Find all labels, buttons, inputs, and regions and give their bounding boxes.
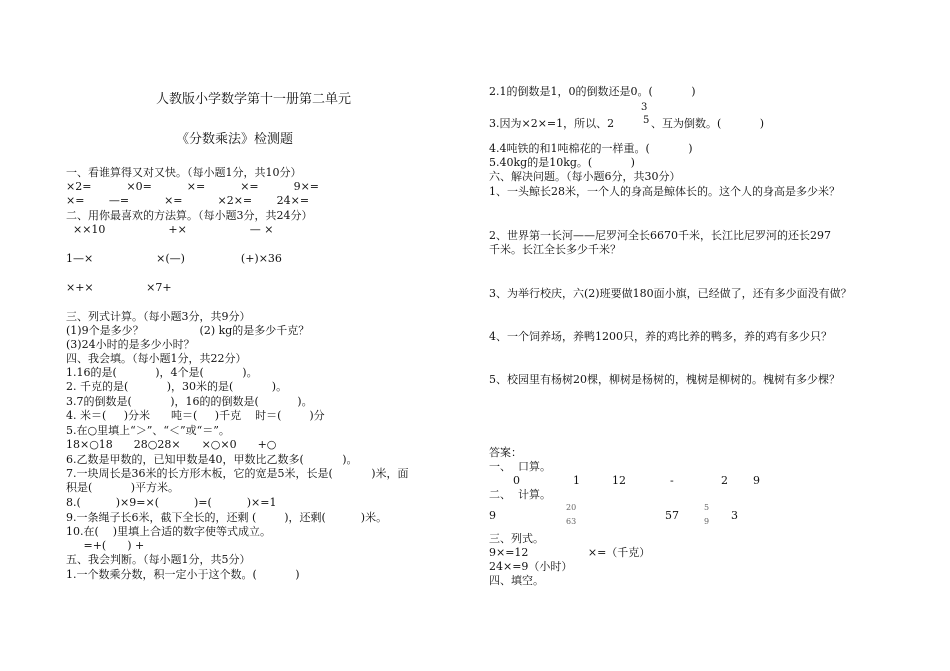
- section-6-q3: 3、为举行校庆，六(2)班要做180面小旗，已经做了，还有多少面没有做？: [489, 287, 852, 300]
- section-2-heading: 二、用你最喜欢的方法算。（每小题3分，共24分）: [66, 209, 313, 222]
- answers-section-3-heading: 三、列式。: [489, 532, 544, 545]
- answer-2-value-1: 9: [489, 509, 496, 522]
- section-4-q5-items: 18×○18 28○28× ×○×0 +○: [66, 438, 277, 451]
- answer-1-value-6: 9: [753, 474, 760, 487]
- answers-heading: 答案：: [489, 446, 522, 459]
- section-3-heading: 三、列式计算。（每小题3分，共9分）: [66, 310, 251, 323]
- page-title: 人教版小学数学第十一册第二单元: [156, 92, 352, 107]
- section-5-heading: 五、我会判断。（每小题1分，共5分）: [66, 553, 251, 566]
- section-2-row-3: ×+× ×7+: [66, 281, 172, 294]
- section-6-q1: 1、一头鲸长28米，一个人的身高是鲸体长的。这个人的身高是多少米？: [489, 185, 840, 198]
- section-1-row-1: ×2= ×0= ×= ×= 9×=: [66, 180, 320, 193]
- answer-2-fraction-numerator: 20: [566, 503, 577, 512]
- section-6-q5: 5、校园里有杨树20棵，柳树是杨树的，槐树是柳树的。槐树有多少棵？: [489, 373, 840, 386]
- section-4-q8: 8.( )×9=×( )=( )×=1: [66, 496, 277, 509]
- section-5-q3-part-1: 3.因为×2×=1，所以、2: [489, 117, 615, 130]
- section-6-q4: 4、一个饲养场，养鸭1200只，养的鸡比养的鸭多，养的鸡有多少只？: [489, 330, 832, 343]
- answer-2-value-3: 3: [731, 509, 738, 522]
- section-5-q1: 1.一个数乘分数，积一定小于这个数。( ): [66, 568, 300, 581]
- answer-1-value-2: 1: [573, 474, 580, 487]
- answers-section-2-heading: 二、 计算。: [489, 488, 551, 501]
- section-6-heading: 六、解决问题。（每小题6分，共30分）: [489, 170, 681, 183]
- section-4-q10-equation: =+( ) +: [66, 539, 145, 552]
- answer-2-fraction-2-numerator: 5: [704, 503, 710, 512]
- answer-2-fraction-2-denominator: 9: [704, 517, 710, 526]
- section-5-q3-fraction-denominator: 5: [643, 115, 650, 126]
- answer-1-value-3: 12: [612, 474, 626, 487]
- section-4-q2: 2. 千克的是( )，30米的是( )。: [66, 380, 288, 393]
- answer-1-value-4: -: [670, 474, 674, 487]
- section-4-q6: 6.乙数是甲数的，已知甲数是40，甲数比乙数多( )。: [66, 453, 358, 466]
- section-4-q5: 5.在○里填上“＞”、“＜”或“＝”。: [66, 424, 230, 437]
- section-4-q9: 9.一条绳子长6米，截下全长的，还剩 ( )，还剩( )米。: [66, 511, 388, 524]
- section-3-q3: (3)24小时的是多少小时？: [66, 338, 195, 351]
- section-6-q2-line-2: 千米。长江全长多少千米？: [489, 243, 621, 256]
- section-4-heading: 四、我会填。（每小题1分，共22分）: [66, 352, 247, 365]
- answer-3-line-2: 24×=9（小时）: [489, 560, 573, 573]
- answer-3-line-1: 9×=12 ×=（千克）: [489, 546, 651, 559]
- section-4-q7-line-2: 积是( )平方米。: [66, 481, 180, 494]
- section-4-q10: 10.在( )里填上合适的数字使等式成立。: [66, 525, 272, 538]
- answer-1-value-1: 0: [513, 474, 520, 487]
- page-subtitle: 《分数乘法》检测题: [176, 132, 294, 147]
- section-1-heading: 一、看谁算得又对又快。（每小题1分，共10分）: [66, 166, 302, 179]
- answer-2-fraction-denominator: 63: [566, 517, 577, 526]
- section-5-q3-part-2: 、互为倒数。( ): [651, 117, 765, 130]
- section-5-q3-fraction-numerator: 3: [641, 102, 648, 113]
- answer-2-value-2: 57: [665, 509, 679, 522]
- section-2-row-2: 1—× ×(—) (+)×36: [66, 252, 282, 265]
- section-4-q3: 3.7的倒数是( )，16的的倒数是( )。: [66, 395, 313, 408]
- section-5-q2: 2.1的倒数是1，0的倒数还是0。( ): [489, 85, 696, 98]
- section-1-row-2: ×= —= ×= ×2×= 24×=: [66, 194, 310, 207]
- answers-section-4-heading: 四、填空。: [489, 574, 544, 587]
- answer-1-value-5: 2: [721, 474, 728, 487]
- section-5-q5: 5.40kg的是10kg。( ): [489, 156, 635, 169]
- section-2-row-1: ××10 +× — ×: [66, 223, 274, 236]
- section-5-q4: 4.4吨铁的和1吨棉花的一样重。( ): [489, 142, 693, 155]
- section-4-q1: 1.16的是( )，4个是( )。: [66, 366, 258, 379]
- section-4-q7-line-1: 7.一块周长是36米的长方形木板，它的宽是5米，长是( )米，面: [66, 467, 409, 480]
- section-6-q2-line-1: 2、世界第一长河——尼罗河全长6670千米，长江比尼罗河的还长297: [489, 229, 831, 242]
- section-3-q1-q2: (1)9个是多少？ (2) kg的是多少千克？: [66, 324, 310, 337]
- answers-section-1-heading: 一、 口算。: [489, 460, 551, 473]
- section-4-q4: 4. 米＝( )分米 吨＝( )千克 时＝( )分: [66, 409, 325, 422]
